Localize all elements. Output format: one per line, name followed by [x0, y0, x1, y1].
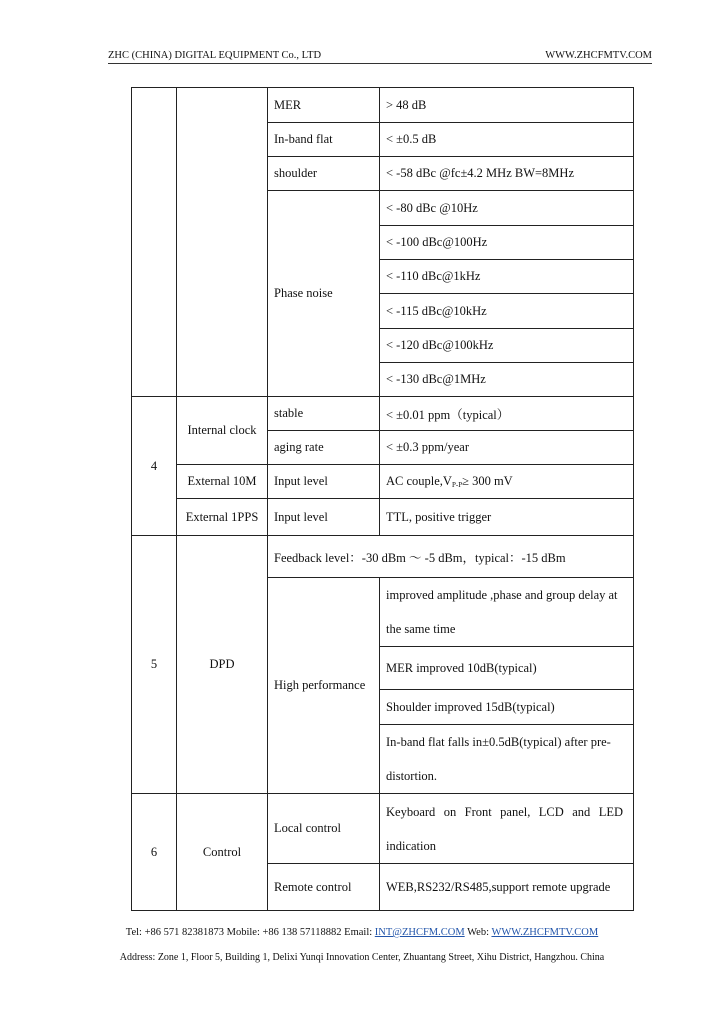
param-cell: Input level [268, 465, 380, 499]
table-row [132, 397, 634, 431]
param-cell: shoulder [268, 157, 380, 191]
value-cell: < -100 dBc@100Hz [380, 226, 634, 260]
value-suffix: ≥ 300 mV [462, 474, 513, 488]
value-cell: In-band flat falls in±0.5dB(typical) after pre-distortion. [380, 725, 634, 794]
param-cell: In-band flat [268, 123, 380, 157]
value-cell: < -80 dBc @10Hz [380, 191, 634, 226]
category-label: External 10M [177, 465, 268, 499]
value-cell: Shoulder improved 15dB(typical) [380, 690, 634, 725]
value-prefix: AC couple,V [386, 474, 452, 488]
spec-table [131, 87, 634, 911]
web-label: Web: [467, 927, 490, 938]
value-cell: TTL, positive trigger [380, 499, 634, 536]
value-cell: MER improved 10dB(typical) [380, 647, 634, 690]
param-cell: Input level [268, 499, 380, 536]
value-cell: > 48 dB [380, 88, 634, 123]
company-name: ZHC (CHINA) DIGITAL EQUIPMENT Co., LTD [108, 50, 322, 61]
section-number: 4 [132, 397, 177, 536]
table-row [132, 88, 634, 123]
category-label: Control [177, 794, 268, 911]
number-cell [132, 88, 177, 397]
section-number: 6 [132, 794, 177, 911]
value-cell [380, 465, 634, 499]
category-label: Internal clock [177, 397, 268, 465]
param-cell: MER [268, 88, 380, 123]
page-header [108, 50, 652, 64]
category-cell [177, 88, 268, 397]
param-cell: Remote control [268, 864, 380, 911]
table-row [132, 465, 634, 499]
header-website: WWW.ZHCFMTV.COM [545, 50, 652, 61]
value-subscript: P-P [451, 481, 463, 489]
param-cell: High performance [268, 578, 380, 794]
param-cell: Phase noise [268, 191, 380, 397]
value-cell: < -58 dBc @fc±4.2 MHz BW=8MHz [380, 157, 634, 191]
feedback-level: Feedback level：-30 dBm ～ -5 dBm，typical：-15 dBm [268, 536, 634, 578]
value-cell: < -120 dBc@100kHz [380, 329, 634, 363]
value-cell: < ±0.3 ppm/year [380, 431, 634, 465]
table-row [132, 499, 634, 536]
value-cell: improved amplitude ,phase and group delay at the same time [380, 578, 634, 647]
value-cell: < -110 dBc@1kHz [380, 260, 634, 294]
website-link[interactable]: WWW.ZHCFMTV.COM [491, 927, 599, 938]
value-cell: Keyboard on Front panel, LCD and LED indication [380, 794, 634, 864]
page-footer [0, 926, 724, 964]
address-line: Address: Zone 1, Floor 5, Building 1, Delixi Yunqi Innovation Center, Zhuantang Street, Xihu District, Hangzhou. China [119, 952, 605, 963]
tel-text: Tel: +86 571 82381873 Mobile: +86 138 57118882 Email: [125, 927, 373, 938]
value-cell: < -115 dBc@10kHz [380, 294, 634, 329]
email-link[interactable]: INT@ZHCFM.COM [374, 927, 465, 938]
param-cell: Local control [268, 794, 380, 864]
param-cell: stable [268, 397, 380, 431]
value-cell: < -130 dBc@1MHz [380, 363, 634, 397]
contact-line [0, 926, 724, 939]
param-cell: aging rate [268, 431, 380, 465]
value-cell: < ±0.5 dB [380, 123, 634, 157]
category-label: External 1PPS [177, 499, 268, 536]
section-number: 5 [132, 536, 177, 794]
value-cell: WEB,RS232/RS485,support remote upgrade [380, 864, 634, 911]
table-row [132, 536, 634, 578]
category-label: DPD [177, 536, 268, 794]
value-cell: < ±0.01 ppm（typical） [380, 397, 634, 431]
table-row [132, 794, 634, 864]
